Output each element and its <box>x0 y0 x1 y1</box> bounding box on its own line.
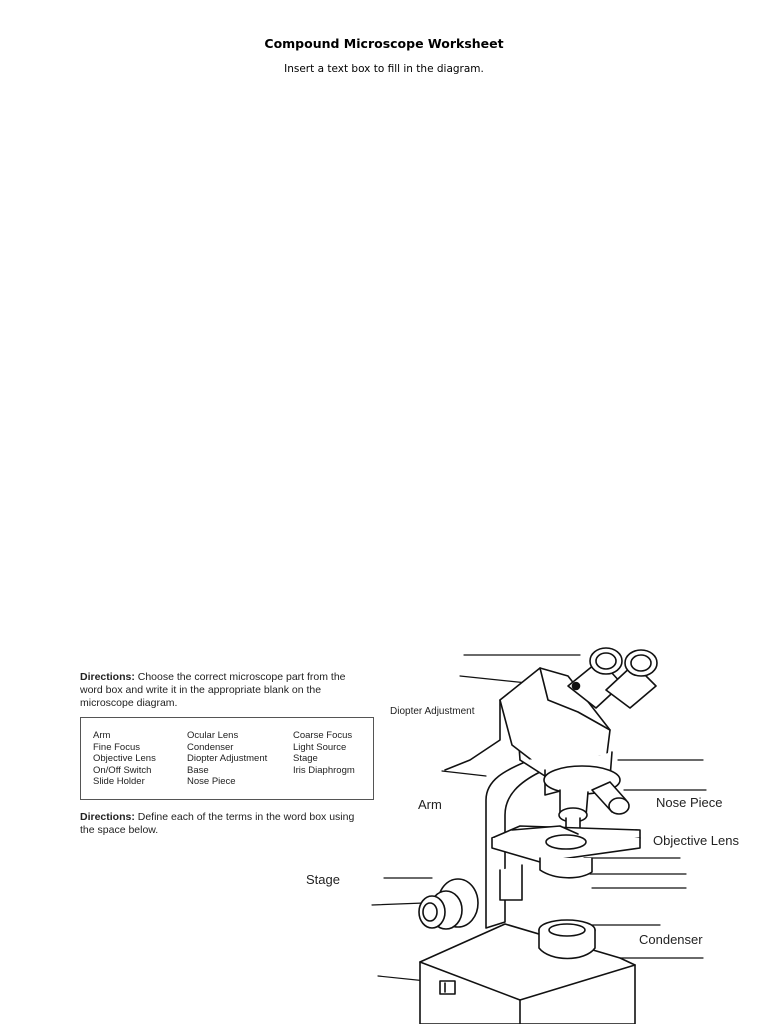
label-objective-lens: Objective Lens <box>653 833 739 848</box>
label-stage: Stage <box>306 872 340 887</box>
word-item: Coarse Focus <box>293 730 353 741</box>
label-nose-piece: Nose Piece <box>656 795 723 810</box>
word-item: Condenser <box>187 741 234 753</box>
worksheet-subtitle: Insert a text box to fill in the diagram. <box>284 63 484 75</box>
label-diopter-adjustment: Diopter Adjustment <box>390 706 475 717</box>
microscope-base <box>420 924 635 1024</box>
word-item: Arm <box>93 730 111 741</box>
word-item: Base <box>187 764 209 776</box>
microscope-condenser <box>500 858 592 900</box>
directions-label: Directions: <box>80 811 135 823</box>
word-item: Stage <box>293 753 318 764</box>
label-condenser: Condenser <box>639 932 703 947</box>
microscope-nosepiece <box>544 766 629 832</box>
word-item: Slide Holder <box>93 776 145 787</box>
word-item: Objective Lens <box>93 753 156 764</box>
microscope-light-source <box>539 920 595 959</box>
directions-text: Define each of the terms in the word box using the space below. <box>80 811 355 836</box>
directions-text: Choose the correct microscope part from the word box and write it in the appropriate blank on the microscope diagram. <box>80 671 346 709</box>
word-item: Iris Diaphrogm <box>293 764 355 776</box>
worksheet-title: Compound Microscope Worksheet <box>264 36 504 51</box>
word-item: Ocular Lens <box>187 730 239 741</box>
directions-label: Directions: <box>80 671 135 683</box>
word-item: Light Source <box>293 741 347 753</box>
word-item: Fine Focus <box>93 741 140 753</box>
word-item: On/Off Switch <box>93 764 152 776</box>
word-item: Diopter Adjustment <box>187 753 268 764</box>
label-arm: Arm <box>418 797 442 812</box>
microscope-focus-knobs <box>419 879 478 929</box>
microscope-stage <box>492 826 640 862</box>
word-item: Nose Piece <box>187 776 236 787</box>
